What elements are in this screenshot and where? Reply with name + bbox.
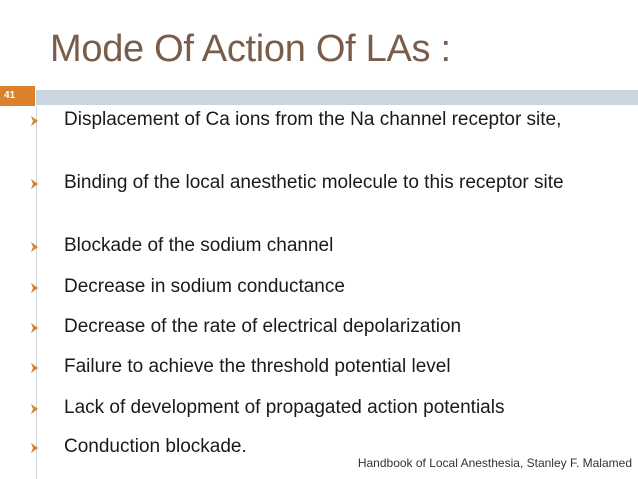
bullet-text: Lack of development of propagated action potentials [64,397,505,418]
arrowhead-bullet-icon [30,321,42,337]
bullet-text: Binding of the local anesthetic molecule to this receptor site [64,172,564,193]
arrowhead-bullet-icon [30,402,42,418]
bullet-text: Displacement of Ca ions from the Na channel receptor site, [64,109,562,130]
bullet-text: Blockade of the sodium channel [64,235,334,256]
arrowhead-bullet-icon [30,441,42,457]
source-citation: Handbook of Local Anesthesia, Stanley F. Malamed [357,456,632,470]
slide-number: 41 [0,86,35,106]
arrowhead-bullet-icon [30,240,42,256]
bullet-text: Decrease in sodium conductance [64,276,345,297]
header-rule [36,90,638,105]
bullet-text: Decrease of the rate of electrical depolarization [64,316,462,337]
bullet-text: Conduction blockade. [64,436,247,457]
arrowhead-bullet-icon [30,114,42,130]
arrowhead-bullet-icon [30,281,42,297]
arrowhead-bullet-icon [30,361,42,377]
arrowhead-bullet-icon [30,177,42,193]
bullet-text: Failure to achieve the threshold potential level [64,356,451,377]
slide-title: Mode Of Action Of LAs : [50,28,451,70]
